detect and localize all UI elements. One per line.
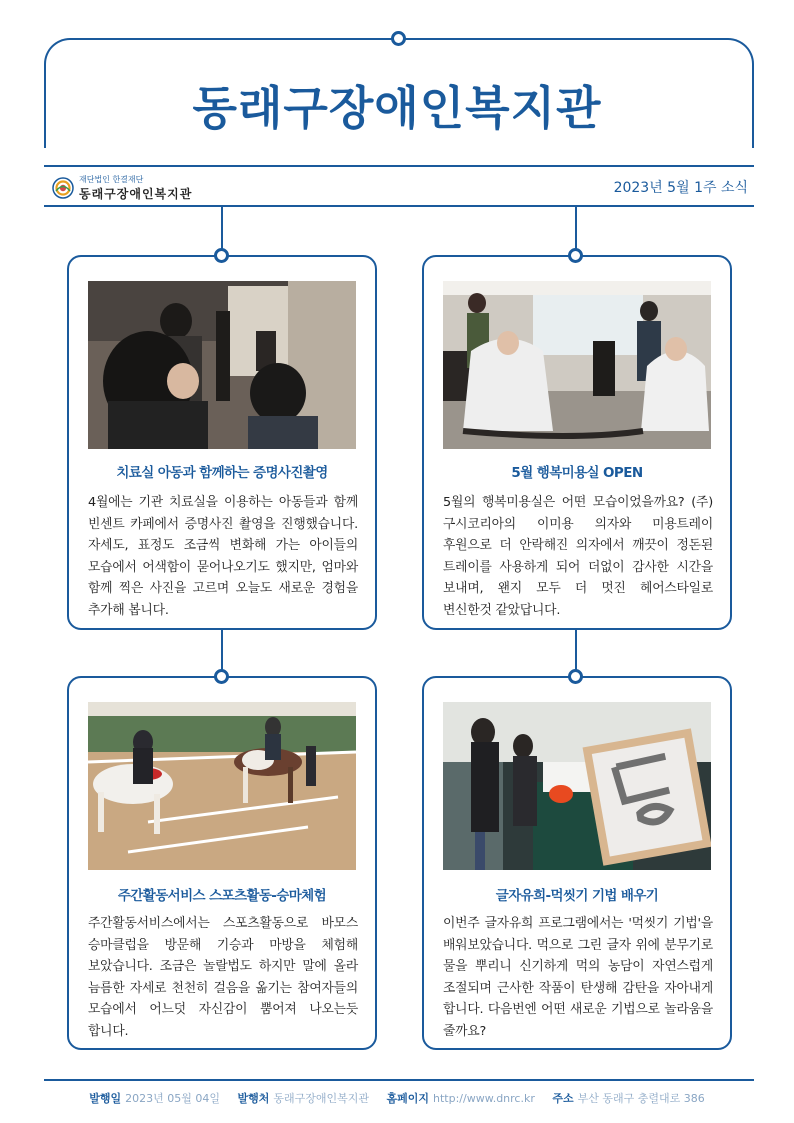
publisher-label: 발행처 bbox=[237, 1092, 270, 1105]
photo-id-shoot-image bbox=[88, 281, 356, 449]
news-card bbox=[67, 255, 377, 630]
connector-dot bbox=[568, 248, 583, 263]
address-label: 주소 bbox=[552, 1092, 574, 1105]
header-bottom-divider bbox=[44, 205, 754, 207]
photo-beauty-salon bbox=[443, 281, 711, 449]
homepage-link[interactable]: http://www.dnrc.kr bbox=[433, 1092, 535, 1105]
publish-date-label: 발행일 bbox=[89, 1092, 122, 1105]
org-logo-icon bbox=[52, 177, 74, 199]
homepage-label: 홈페이지 bbox=[386, 1092, 430, 1105]
org-subtitle: 재단법인 한결재단 bbox=[79, 175, 144, 184]
photo-calligraphy bbox=[443, 702, 711, 870]
header-top-divider bbox=[44, 165, 754, 167]
card-body: 주간활동서비스에서는 스포츠활동으로 바모스 승마클럽을 방문해 기승과 마방을 체험해 보았습니다. 조금은 놀랄법도 하지만 말에 올라 늠름한 자세로 천천히 걸음을 옮기는 참여자들의 모습에서 어느덧 자신감이 뿜어져 나오는듯 합니다. bbox=[88, 916, 358, 1039]
photo-horse-riding-image bbox=[88, 702, 356, 870]
news-card bbox=[422, 255, 732, 630]
connector-dot bbox=[568, 669, 583, 684]
publish-date: 2023년 05월 04일 bbox=[125, 1092, 220, 1105]
publisher: 동래구장애인복지관 bbox=[273, 1092, 369, 1105]
issue-label: 2023년 5월 1주 소식 bbox=[613, 180, 748, 196]
org-name: 동래구장애인복지관 bbox=[79, 187, 193, 201]
card-title: 글자유희-먹씻기 기법 배우기 bbox=[495, 888, 659, 904]
title-frame-dot bbox=[391, 31, 406, 46]
connector-dot bbox=[214, 248, 229, 263]
page-title: 동래구장애인복지관 bbox=[192, 81, 602, 135]
card-title: 주간활동서비스 스포츠활동-승마체험 bbox=[117, 888, 327, 904]
card-body: 이번주 글자유희 프로그램에서는 '먹씻기 기법'을 배워보았습니다. 먹으로 그린 글자 위에 분무기로 물을 뿌리니 신기하게 먹의 농담이 자연스럽게 조절되며 근사한 작품이 탄생해 감탄을 자아내게 합니다. 다음번엔 어떤 새로운 기법으로 놀라움을 줄까요? bbox=[443, 916, 713, 1039]
connector-dot bbox=[214, 669, 229, 684]
photo-calligraphy-image bbox=[443, 702, 711, 870]
card-title: 5월 행복미용실 OPEN bbox=[511, 465, 643, 481]
address: 부산 동래구 충렬대로 386 bbox=[577, 1092, 705, 1105]
photo-beauty-salon-image bbox=[443, 281, 711, 449]
footer-divider bbox=[44, 1079, 754, 1081]
news-card bbox=[67, 676, 377, 1050]
card-body: 5월의 행복미용실은 어떤 모습이었을까요? (주)구시코리아의 이미용 의자와 미용트레이 후원으로 더 안락해진 의자에서 깨끗이 정돈된 트레이를 사용하게 되어 더없이 감사한 시간을 보내며, 왠지 모두 더 멋진 헤어스타일로 변신한것 같았답니다. bbox=[443, 495, 713, 618]
card-body: 4월에는 기관 치료실을 이용하는 아동들과 함께 빈센트 카페에서 증명사진 촬영을 진행했습니다. 자세도, 표정도 조금씩 변화해 가는 아이들의 모습에서 어색함이 묻어나오기도 했지만, 엄마와 함께 찍은 사진을 고르며 오늘도 새로운 경험을 추가해 봅니다. bbox=[88, 495, 358, 618]
news-card bbox=[422, 676, 732, 1050]
photo-horse-riding bbox=[88, 702, 356, 870]
footer bbox=[0, 1090, 794, 1106]
card-title: 치료실 아동과 함께하는 증명사진촬영 bbox=[116, 465, 328, 481]
photo-id-shoot bbox=[88, 281, 356, 449]
